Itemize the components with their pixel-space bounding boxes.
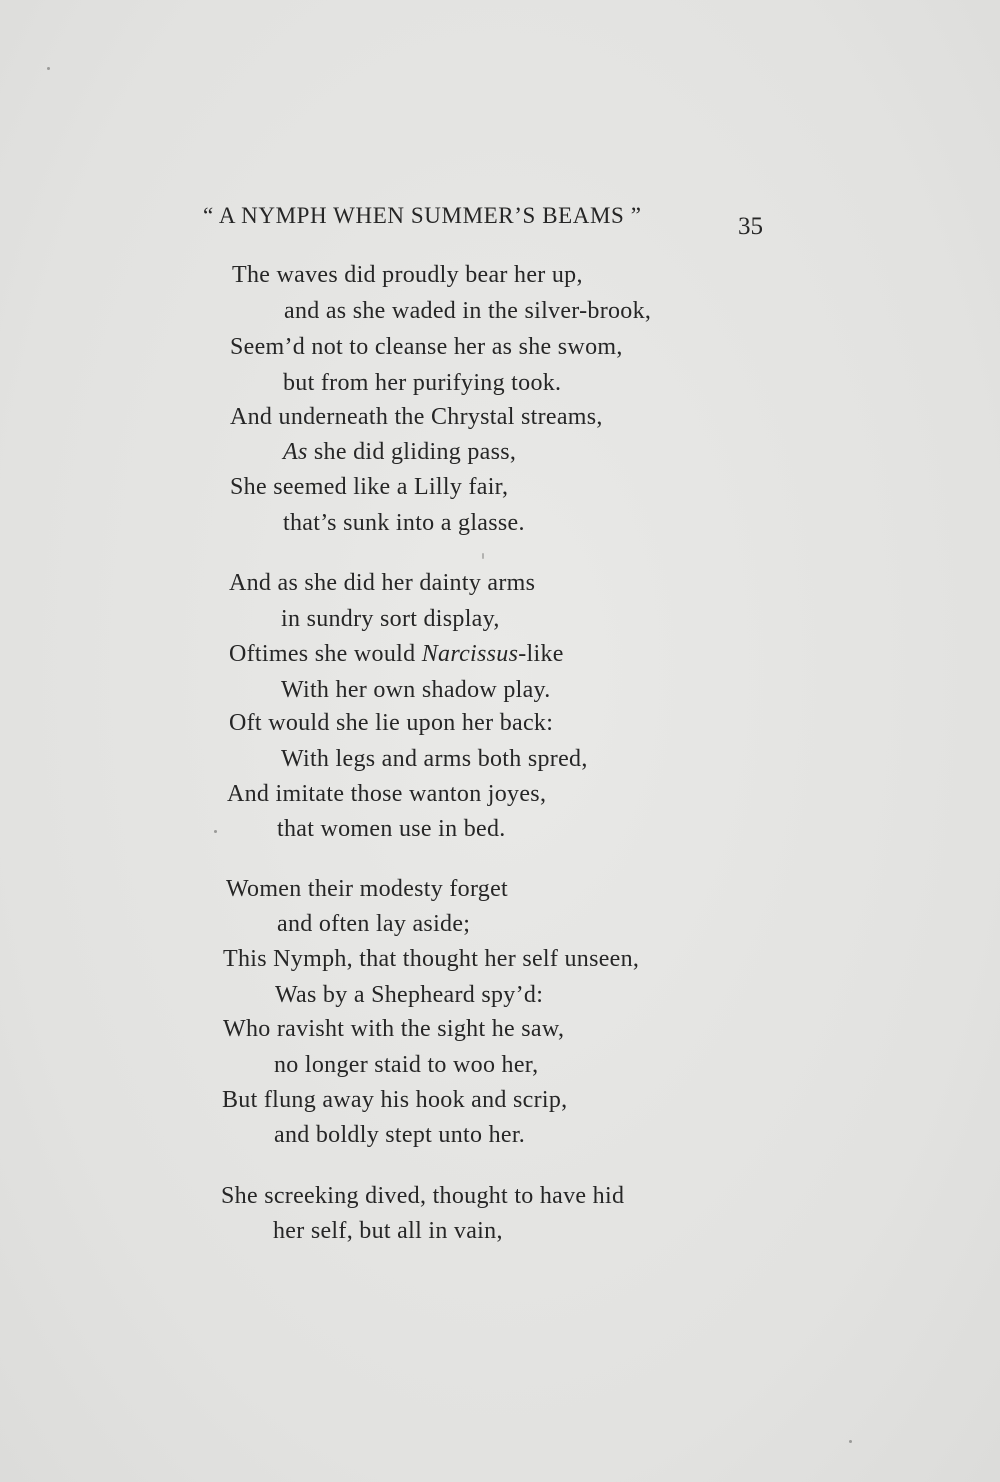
- poem-line: Who ravisht with the sight he saw,: [223, 1016, 565, 1042]
- poem-line: And imitate those wanton joyes,: [227, 781, 547, 807]
- poem-line: that’s sunk into a glasse.: [283, 510, 525, 536]
- poem-line: Seem’d not to cleanse her as she swom,: [230, 334, 623, 360]
- poem-line: With her own shadow play.: [281, 677, 551, 703]
- poem-line: her self, but all in vain,: [273, 1218, 503, 1244]
- italic-word: As: [283, 439, 308, 465]
- poem-line: But flung away his hook and scrip,: [222, 1087, 568, 1113]
- poem-line: And underneath the Chrystal streams,: [230, 404, 603, 430]
- poem-line: no longer staid to woo her,: [274, 1052, 539, 1078]
- line-suffix: -like: [518, 641, 564, 667]
- poem-line: Was by a Shepheard spy’d:: [275, 982, 544, 1008]
- poem-line: And as she did her dainty arms: [229, 570, 536, 596]
- poem-line: She seemed like a Lilly fair,: [230, 474, 509, 500]
- poem-line: that women use in bed.: [277, 816, 506, 842]
- poem-line: and as she waded in the silver-brook,: [284, 298, 652, 324]
- poem-line: Women their modesty forget: [226, 876, 509, 902]
- poem-line: The waves did proudly bear her up,: [232, 262, 583, 288]
- line-text: Oftimes she would: [229, 641, 416, 667]
- poem-line: and often lay aside;: [277, 911, 471, 937]
- poem-line: [229, 641, 564, 668]
- paper-speck: [47, 67, 50, 70]
- poem-line: in sundry sort display,: [281, 606, 500, 632]
- line-text: she did gliding pass,: [313, 439, 517, 465]
- paper-speck: [214, 830, 217, 833]
- poem-line: but from her purifying took.: [283, 370, 562, 396]
- paper-speck: [482, 553, 484, 559]
- poem-line: Oft would she lie upon her back:: [229, 710, 554, 736]
- paper-speck: [849, 1440, 852, 1443]
- poem-line: With legs and arms both spred,: [281, 746, 588, 772]
- poem-line: and boldly stept unto her.: [274, 1122, 526, 1148]
- italic-name: Narcissus: [421, 641, 519, 667]
- poem-line: She screeking dived, thought to have hid: [221, 1183, 625, 1209]
- poem-line: This Nymph, that thought her self unseen,: [223, 946, 640, 972]
- running-title: “ A NYMPH WHEN SUMMER’S BEAMS ”: [203, 203, 642, 228]
- poem-line: [283, 439, 516, 466]
- page-number: 35: [738, 213, 763, 240]
